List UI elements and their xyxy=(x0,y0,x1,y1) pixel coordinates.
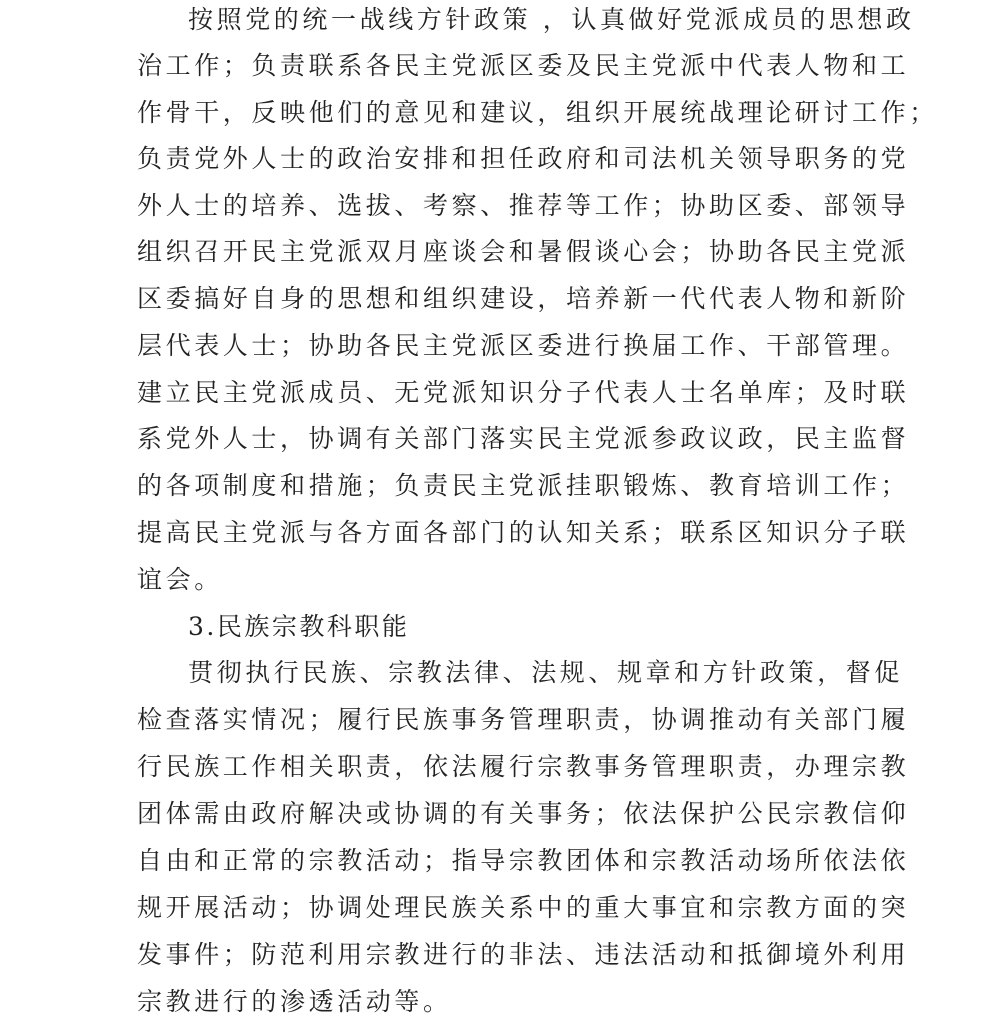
paragraph-1-line-7: 区委搞好自身的思想和组织建设，培养新一代代表人物和新阶 xyxy=(137,284,910,313)
paragraph-1-line-5: 外人士的培养、选拔、考察、推荐等工作；协助区委、部领导 xyxy=(137,191,910,220)
paragraph-1-line-4: 负责党外人士的政治安排和担任政府和司法机关领导职务的党 xyxy=(137,144,910,173)
paragraph-1-line-12: 提高民主党派与各方面各部门的认知关系；联系区知识分子联 xyxy=(137,518,910,547)
section-3-line-8: 宗教进行的渗透活动等。 xyxy=(137,987,452,1016)
paragraph-1-line-9: 建立民主党派成员、无党派知识分子代表人士名单库；及时联 xyxy=(137,378,910,407)
section-3-line-2: 检查落实情况；履行民族事务管理职责，协调推动有关部门履 xyxy=(137,705,910,734)
section-3-line-5: 自由和正常的宗教活动；指导宗教团体和宗教活动场所依法依 xyxy=(137,846,910,875)
paragraph-1-line-2: 治工作；负责联系各民主党派区委及民主党派中代表人物和工 xyxy=(137,51,910,80)
paragraph-1-line-8: 层代表人士；协助各民主党派区委进行换届工作、干部管理。 xyxy=(137,331,910,360)
section-3-heading: 3.民族宗教科职能 xyxy=(188,612,410,641)
section-3-line-7: 发事件；防范利用宗教进行的非法、违法活动和抵御境外利用 xyxy=(137,940,910,969)
section-3-line-1: 贯彻执行民族、宗教法律、法规、规章和方针政策，督促 xyxy=(188,658,904,687)
paragraph-1-line-13: 谊会。 xyxy=(137,565,223,594)
paragraph-1-line-1: 按照党的统一战线方针政策 ，认真做好党派成员的思想政 xyxy=(188,5,915,34)
paragraph-1-line-3: 作骨干，反映他们的意见和建议，组织开展统战理论研讨工作； xyxy=(137,98,938,127)
section-3-line-6: 规开展活动；协调处理民族关系中的重大事宜和宗教方面的突 xyxy=(137,893,910,922)
paragraph-1-line-6: 组织召开民主党派双月座谈会和暑假谈心会；协助各民主党派 xyxy=(137,237,910,266)
section-3-line-4: 团体需由政府解决或协调的有关事务；依法保护公民宗教信仰 xyxy=(137,799,910,828)
paragraph-1-line-10: 系党外人士，协调有关部门落实民主党派参政议政，民主监督 xyxy=(137,424,910,453)
paragraph-1-line-11: 的各项制度和措施；负责民主党派挂职锻炼、教育培训工作； xyxy=(137,471,910,500)
section-3-line-3: 行民族工作相关职责，依法履行宗教事务管理职责，办理宗教 xyxy=(137,752,910,781)
